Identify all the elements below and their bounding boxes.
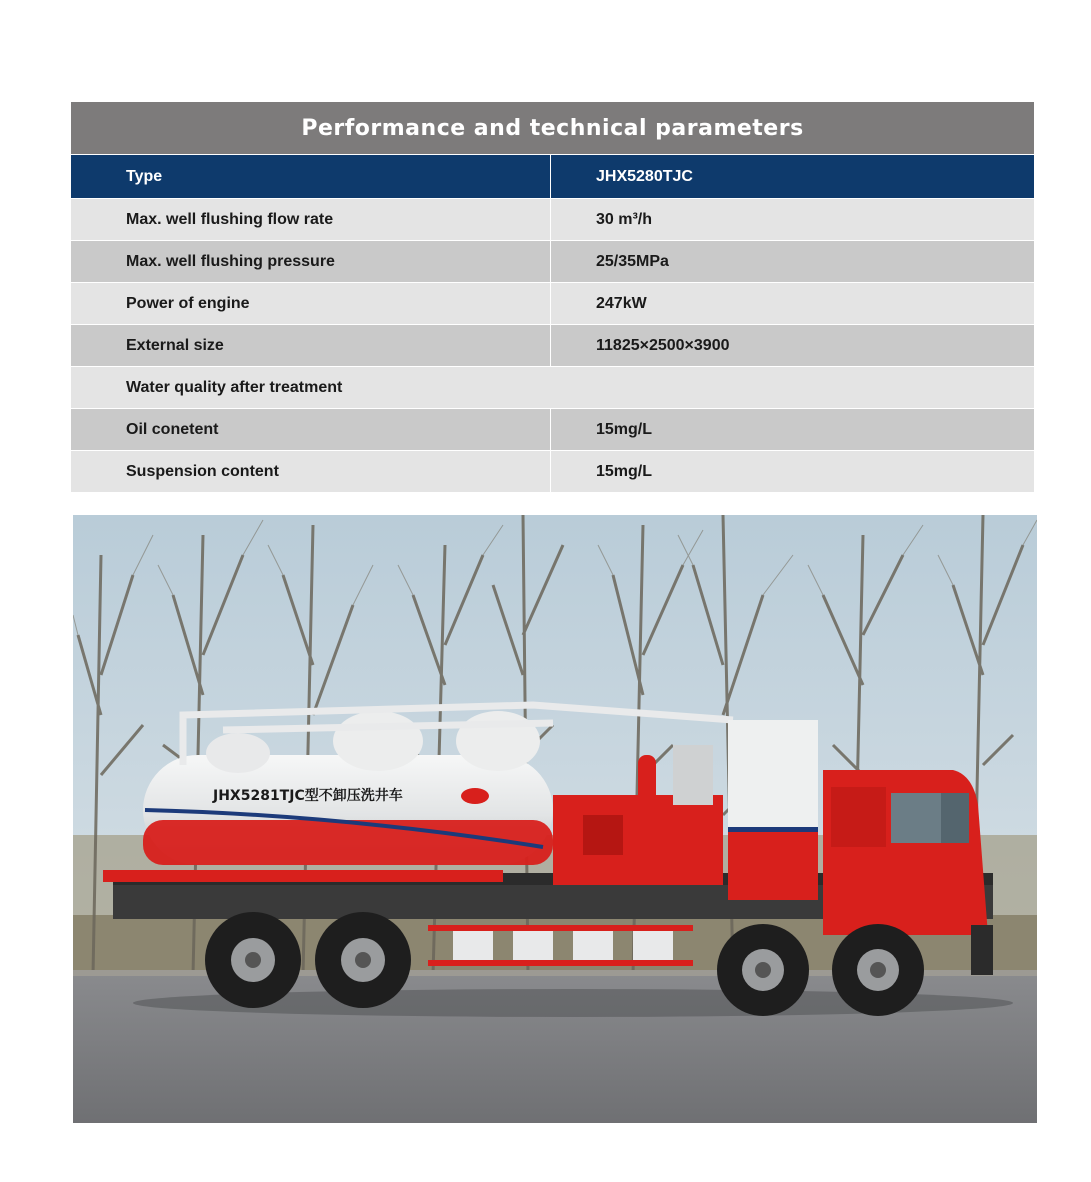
row-label: External size xyxy=(71,325,551,366)
row-value: 11825×2500×3900 xyxy=(596,336,730,354)
row-label: Oil conetent xyxy=(71,409,551,450)
row-label: Suspension content xyxy=(71,451,551,492)
table-row xyxy=(71,324,1034,366)
table-row xyxy=(71,450,1034,492)
row-value: 30 m³/h xyxy=(596,210,653,228)
row-value: 247kW xyxy=(596,294,647,312)
row-value: 15mg/L xyxy=(596,462,653,480)
spec-table xyxy=(71,102,1034,492)
header-value: JHX5280TJC xyxy=(596,167,693,185)
row-label: Max. well flushing flow rate xyxy=(71,199,551,240)
table-row xyxy=(71,198,1034,240)
header-label: Type xyxy=(71,155,551,198)
table-header-row xyxy=(71,154,1034,198)
row-value: 15mg/L xyxy=(596,420,653,438)
table-row xyxy=(71,240,1034,282)
row-label: Power of engine xyxy=(71,283,551,324)
row-label: Max. well flushing pressure xyxy=(71,241,551,282)
row-value: 25/35MPa xyxy=(596,252,669,270)
table-row xyxy=(71,282,1034,324)
table-title: Performance and technical parameters xyxy=(71,102,1034,154)
table-row xyxy=(71,366,1034,408)
row-label: Water quality after treatment xyxy=(126,378,343,396)
table-row xyxy=(71,408,1034,450)
tank-marking: JHX5281TJC型不卸压洗井车 xyxy=(213,788,403,804)
truck-photo xyxy=(73,515,1037,1123)
